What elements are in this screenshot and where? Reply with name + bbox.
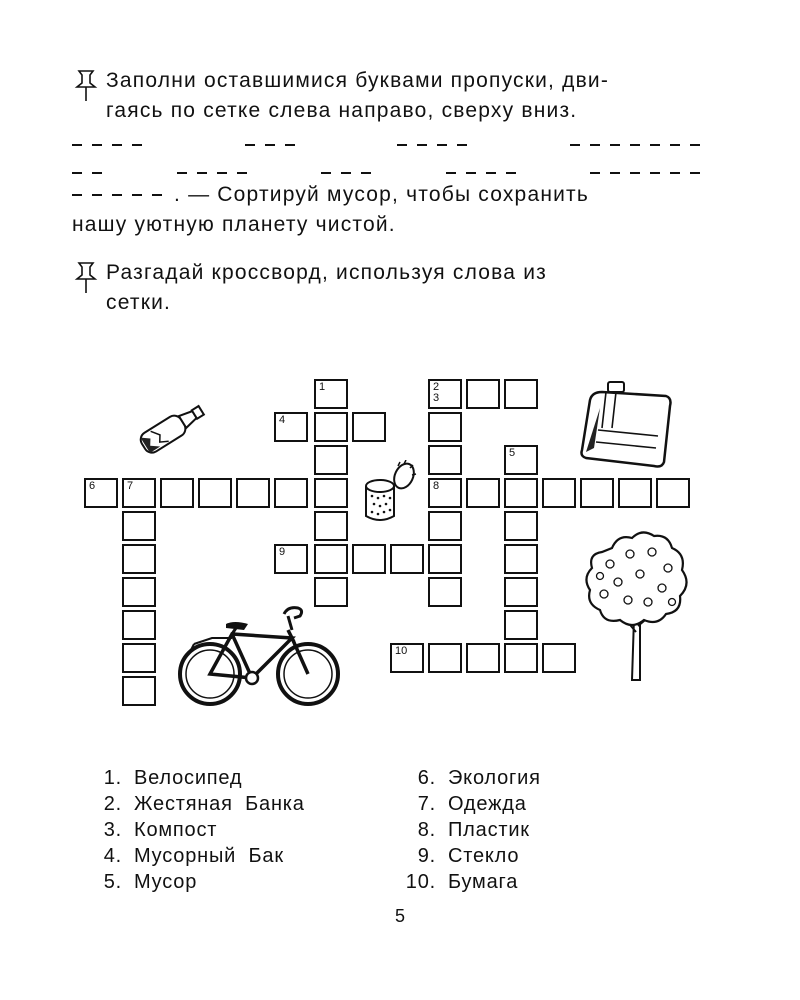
crossword-cell[interactable] xyxy=(428,445,462,475)
letter-blank xyxy=(72,144,82,146)
crossword-cell[interactable] xyxy=(122,643,156,673)
letter-blank xyxy=(92,194,102,196)
letter-blank xyxy=(92,144,102,146)
crossword-cell[interactable] xyxy=(314,577,348,607)
list-item: 1. Велосипед xyxy=(103,767,243,789)
crossword-cell[interactable] xyxy=(314,544,348,574)
answer-blanks-row-1 xyxy=(72,128,700,154)
crossword-cell[interactable] xyxy=(122,544,156,574)
crossword-cell[interactable] xyxy=(580,478,614,508)
clue-number: 3 xyxy=(433,392,440,404)
letter-blank xyxy=(417,144,427,146)
letter-blank xyxy=(112,144,122,146)
letter-blank xyxy=(361,172,371,174)
crossword-cell[interactable] xyxy=(504,643,538,673)
task1-line2: гаясь по сетке слева направо, сверху вниз. xyxy=(106,99,578,122)
letter-blank xyxy=(630,172,640,174)
word-list-right xyxy=(400,765,541,895)
answer-blanks-row-3 xyxy=(72,194,162,196)
crossword-cell[interactable] xyxy=(122,577,156,607)
letter-blank xyxy=(446,172,456,174)
list-item: 10. Бумага xyxy=(405,871,519,893)
list-item: 6. Экология xyxy=(417,767,541,789)
crossword-cell[interactable] xyxy=(314,412,348,442)
letter-blank xyxy=(72,172,82,174)
letter-blank xyxy=(610,172,620,174)
letter-blank xyxy=(670,144,680,146)
crossword-cell[interactable] xyxy=(504,610,538,640)
bicycle-icon xyxy=(176,604,342,710)
task-instruction-2 xyxy=(72,258,700,318)
crossword-cell[interactable] xyxy=(314,511,348,541)
letter-blank xyxy=(610,144,620,146)
answer-blanks-row-2 xyxy=(72,156,700,182)
crossword-cell[interactable] xyxy=(122,478,156,508)
clue-number: 4 xyxy=(279,414,286,426)
letter-blank xyxy=(690,144,700,146)
crossword-cell[interactable] xyxy=(504,379,538,409)
crossword-cell[interactable] xyxy=(466,643,500,673)
crossword-cell[interactable] xyxy=(160,478,194,508)
clue-number: 5 xyxy=(509,447,516,459)
letter-blank xyxy=(670,172,680,174)
crossword-cell[interactable] xyxy=(122,676,156,706)
clue-number: 8 xyxy=(433,480,440,492)
crossword-cell[interactable] xyxy=(236,478,270,508)
blank-word xyxy=(397,144,467,154)
letter-blank xyxy=(197,172,207,174)
crossword-cell[interactable] xyxy=(504,511,538,541)
crossword-cell[interactable] xyxy=(274,478,308,508)
letter-blank xyxy=(321,172,331,174)
letter-blank xyxy=(630,144,640,146)
canister-icon xyxy=(576,378,676,470)
crossword-cell[interactable] xyxy=(122,610,156,640)
crossword-cell[interactable] xyxy=(314,445,348,475)
letter-blank xyxy=(590,172,600,174)
clue-number: 1 xyxy=(319,381,326,393)
crossword-cell[interactable] xyxy=(390,544,424,574)
letter-blank xyxy=(690,172,700,174)
crossword-cell[interactable] xyxy=(122,511,156,541)
letter-blank xyxy=(92,172,102,174)
crossword-cell[interactable] xyxy=(466,478,500,508)
crossword-cell[interactable] xyxy=(428,511,462,541)
crossword-cell[interactable] xyxy=(198,478,232,508)
crossword-cell[interactable] xyxy=(352,544,386,574)
task-instruction-1 xyxy=(72,66,700,126)
letter-blank xyxy=(72,194,82,196)
tin-can-icon xyxy=(360,460,420,526)
task2-line2: сетки. xyxy=(106,291,172,314)
letter-blank xyxy=(177,172,187,174)
task2-line1: Разгадай кроссворд, используя слова из xyxy=(106,261,547,284)
letter-blank xyxy=(265,144,275,146)
page-number: 5 xyxy=(394,906,405,926)
crossword-cell[interactable] xyxy=(542,478,576,508)
broken-bottle-icon xyxy=(128,398,214,458)
crossword-cell[interactable] xyxy=(504,544,538,574)
letter-blank xyxy=(486,172,496,174)
crossword-cell[interactable] xyxy=(504,577,538,607)
crossword-cell[interactable] xyxy=(466,379,500,409)
letter-blank xyxy=(570,144,580,146)
crossword-cell[interactable] xyxy=(428,577,462,607)
letter-blank xyxy=(437,144,447,146)
crossword-cell[interactable] xyxy=(428,412,462,442)
crossword-cell[interactable] xyxy=(428,478,462,508)
list-item: 5. Мусор xyxy=(103,871,198,893)
clue-number: 10 xyxy=(395,645,408,657)
crossword-cell[interactable] xyxy=(390,643,424,673)
word-list-left xyxy=(86,765,305,895)
crossword-cell[interactable] xyxy=(352,412,386,442)
clue-number: 2 xyxy=(433,381,440,393)
letter-blank xyxy=(650,144,660,146)
clue-number: 7 xyxy=(127,480,134,492)
sentence-rest: . — Сортируй мусор, чтобы сохранить xyxy=(174,183,590,206)
crossword-cell[interactable] xyxy=(314,379,348,409)
sentence-line2: нашу уютную планету чистой. xyxy=(72,213,396,236)
tree-icon xyxy=(582,528,694,684)
pushpin-icon xyxy=(72,68,100,102)
letter-blank xyxy=(590,144,600,146)
letter-blank xyxy=(506,172,516,174)
list-item: 9. Стекло xyxy=(417,845,520,867)
letter-blank xyxy=(466,172,476,174)
crossword-cell[interactable] xyxy=(274,412,308,442)
crossword-cell[interactable] xyxy=(542,643,576,673)
crossword-cell[interactable] xyxy=(504,445,538,475)
crossword-cell[interactable] xyxy=(428,379,462,409)
blank-word xyxy=(245,144,295,154)
letter-blank xyxy=(217,172,227,174)
list-item: 2. Жестяная Банка xyxy=(103,793,305,815)
answer-sentence xyxy=(72,180,700,240)
letter-blank xyxy=(245,144,255,146)
letter-blank xyxy=(650,172,660,174)
clue-number: 6 xyxy=(89,480,96,492)
crossword-cell[interactable] xyxy=(84,478,118,508)
letter-blank xyxy=(112,194,122,196)
letter-blank xyxy=(152,194,162,196)
task1-line1: Заполни оставшимися буквами пропуски, дви- xyxy=(106,69,610,92)
list-item: 3. Компост xyxy=(103,819,218,841)
crossword-cell[interactable] xyxy=(504,478,538,508)
letter-blank xyxy=(457,144,467,146)
letter-blank xyxy=(341,172,351,174)
crossword-cell[interactable] xyxy=(656,478,690,508)
crossword-cell[interactable] xyxy=(428,544,462,574)
list-item: 7. Одежда xyxy=(417,793,527,815)
letter-blank xyxy=(285,144,295,146)
crossword-cell[interactable] xyxy=(618,478,652,508)
blank-word xyxy=(72,144,142,154)
crossword-cell[interactable] xyxy=(314,478,348,508)
blank-word xyxy=(570,144,700,154)
letter-blank xyxy=(132,194,142,196)
crossword-cell[interactable] xyxy=(274,544,308,574)
crossword-cell[interactable] xyxy=(428,643,462,673)
pushpin-icon xyxy=(72,260,100,294)
letter-blank xyxy=(397,144,407,146)
clue-number: 9 xyxy=(279,546,286,558)
list-item: 4. Мусорный Бак xyxy=(103,845,284,867)
list-item: 8. Пластик xyxy=(417,819,530,841)
letter-blank xyxy=(237,172,247,174)
letter-blank xyxy=(132,144,142,146)
